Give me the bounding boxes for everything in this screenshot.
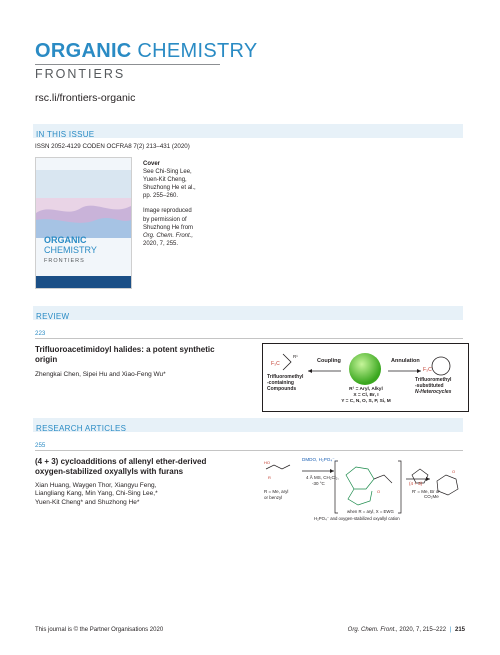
page-number: 255 — [35, 442, 46, 449]
label-line: Trifluoromethyl — [267, 374, 304, 380]
section-header-review — [33, 306, 463, 320]
divider — [35, 338, 463, 339]
footer-page-number: 215 — [454, 627, 465, 633]
coupling-label: Coupling — [317, 358, 341, 364]
footer-separator: | — [449, 627, 452, 633]
label-line: N-Heterocycles — [415, 389, 452, 395]
cover-art — [36, 158, 131, 288]
author-line: Xian Huang, Waygen Thor, Xiangyu Feng, — [35, 482, 157, 489]
research-graphical-abstract — [262, 455, 467, 523]
cover-line: Shuzhong He et al., — [143, 185, 196, 192]
journal-title-chemistry: CHEMISTRY — [137, 40, 258, 62]
left-compound-label — [267, 374, 303, 392]
svg-text:F₃C: F₃C — [271, 361, 280, 367]
conditions-label — [306, 475, 339, 486]
cover-line: by permission of — [143, 216, 187, 223]
article-title-line: oxygen-stabilized oxyallyls with furans — [35, 467, 184, 476]
cover-line: Image reproduced — [143, 208, 192, 215]
label-line: Trifluoromethyl — [415, 377, 452, 383]
article-title[interactable] — [35, 457, 265, 477]
article-title-line: (4 + 3) cycloadditions of allenyl ether-derived — [35, 457, 207, 466]
cover-title-line: FRONTIERS — [44, 257, 85, 264]
section-label: RESEARCH ARTICLES — [36, 424, 127, 433]
label-line: Compounds — [267, 386, 297, 392]
label-line: -substituted — [415, 383, 444, 389]
cover-line: 2020, 7, 255. — [143, 240, 179, 247]
article-title-line: Trifluoroacetimidoyl halides: a potent synthetic — [35, 345, 215, 354]
label-line: -containing — [267, 380, 294, 386]
author-line: Liangliang Kang, Min Yang, Chi-Sing Lee,* — [35, 490, 158, 498]
section-label: IN THIS ISSUE — [36, 130, 95, 139]
divider — [35, 450, 463, 451]
legend-line: X = Cl, Br, I — [353, 392, 379, 398]
condition-line: -30 °C — [312, 480, 325, 486]
cover-line: See Chi-Sing Lee, — [143, 169, 192, 176]
substituent-legend — [335, 387, 397, 404]
r-group-label — [264, 489, 288, 500]
cover-image-title — [44, 236, 97, 264]
legend-line: Y = C, N, O, S, P, Si, M — [341, 398, 391, 404]
svg-text:O: O — [452, 469, 456, 474]
journal-title-organic: ORGANIC — [35, 40, 132, 62]
cover-title-line: ORGANIC — [44, 235, 87, 245]
r-line: R = Me, aryl — [264, 489, 289, 494]
condition-line: 4 Å MS, CH₂Cl₂, — [306, 475, 339, 480]
footer-citation — [348, 627, 465, 633]
condition-note: when R = aryl, X = EWG — [347, 509, 394, 514]
r-prime-label — [412, 489, 440, 500]
section-label: REVIEW — [36, 312, 70, 321]
cover-line: Org. Chem. Front., — [143, 232, 194, 239]
article-title-line: origin — [35, 355, 58, 364]
section-header-in-this-issue — [33, 124, 463, 138]
cover-line: pp. 255–260. — [143, 193, 179, 200]
footer-copyright: This journal is © the Partner Organisations 2020 — [35, 627, 164, 633]
title-rule — [35, 64, 220, 65]
journal-subtitle: FRONTIERS — [35, 67, 126, 81]
author-line: Yuen-Kit Cheng* and Shuzhong He* — [35, 498, 140, 506]
footer-journal: Org. Chem. Front., — [347, 627, 398, 633]
r-prime-line: R' = Me, Br or — [412, 489, 440, 494]
journal-title — [35, 40, 258, 63]
journal-url[interactable]: rsc.li/frontiers-organic — [35, 92, 136, 104]
article-authors: Zhengkai Chen, Sipei Hu and Xiao-Feng Wu* — [35, 371, 166, 378]
svg-text:R¹: R¹ — [293, 354, 298, 359]
cover-image[interactable] — [35, 157, 132, 289]
review-graphical-abstract — [262, 343, 469, 412]
annulation-label: Annulation — [391, 358, 420, 364]
svg-text:R: R — [268, 475, 271, 480]
svg-text:HO: HO — [264, 460, 270, 465]
article-authors — [35, 482, 158, 507]
article-title[interactable] — [35, 345, 255, 365]
right-compound-label — [415, 377, 451, 395]
cycloaddition-label: (4 + 3) — [409, 481, 423, 486]
legend-line: R¹ = Aryl, Alkyl — [349, 387, 383, 392]
svg-text:F₃C: F₃C — [423, 367, 432, 373]
caption: H₂PO₄⁻ and oxygen-stabilized oxyallyl cation — [314, 516, 400, 521]
svg-text:O: O — [377, 489, 381, 494]
cover-line: Shuzhong He from — [143, 224, 194, 231]
reagent-label: DMDO, H₂PO₄⁻, — [302, 457, 336, 462]
footer-volume: 2020, 7, 215–222 — [397, 627, 447, 633]
cover-title-line: CHEMISTRY — [44, 244, 97, 255]
r-line: or benzyl — [264, 494, 283, 500]
issue-meta: ISSN 2052-4129 CODEN OCFRA8 7(2) 213–431 (2020) — [35, 143, 190, 150]
cover-heading: Cover — [143, 161, 161, 167]
section-header-research-articles — [33, 418, 463, 432]
cover-line: Yuen-Kit Cheng, — [143, 177, 187, 184]
r-prime-line: CO₂Me — [424, 494, 439, 500]
cover-description — [143, 160, 253, 248]
page-number: 223 — [35, 330, 46, 337]
